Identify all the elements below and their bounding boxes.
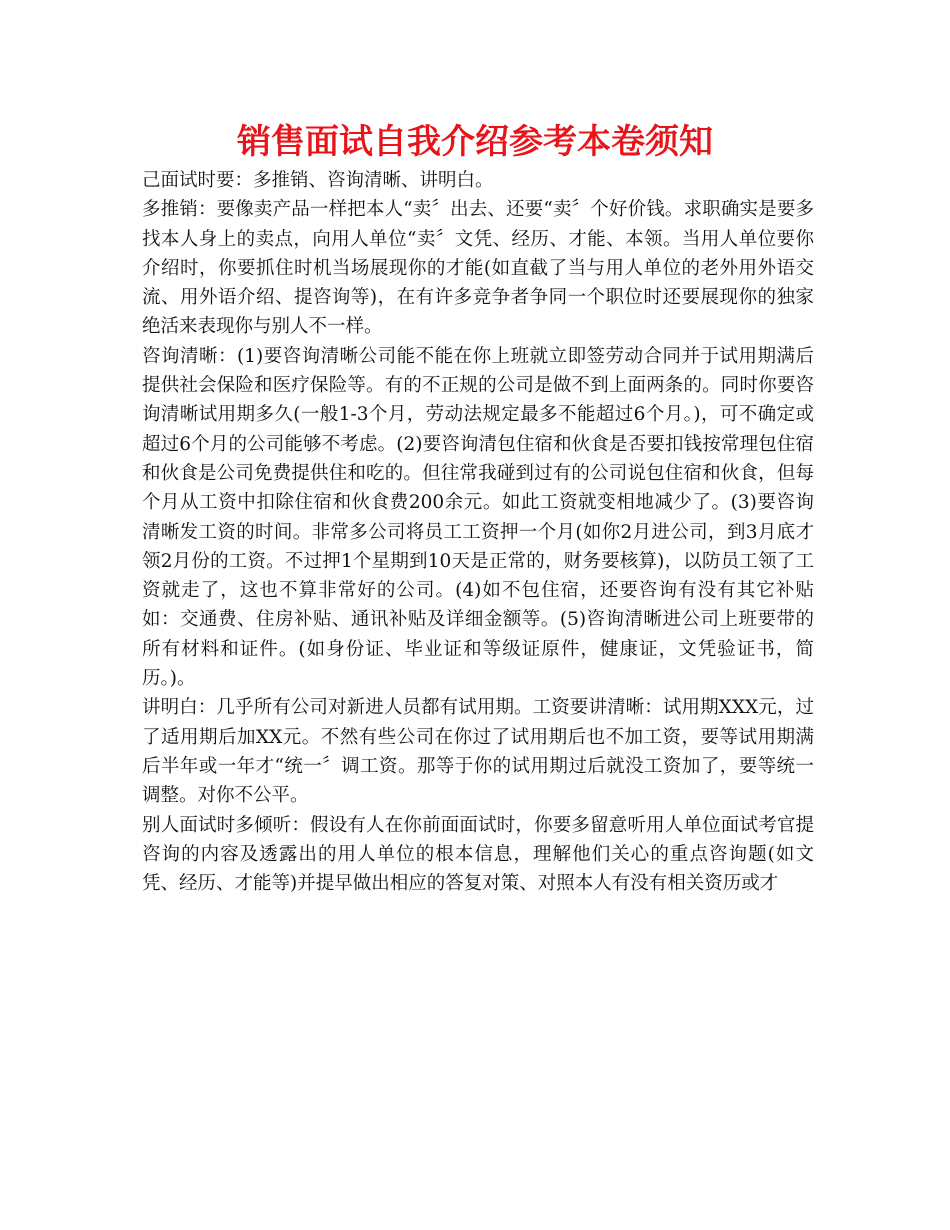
document-body [142, 166, 814, 898]
paragraph-intro: 己面试时要：多推销、咨询清晰、讲明白。 [142, 170, 494, 191]
paragraph-ask-clearly: 咨询清晰：(1)要咨询清晰公司能不能在你上班就立即签劳动合同并于试用期满后提供社会保险和医疗保险等。有的不正规的公司是做不到上面两条的。同时你要咨询清晰试用期多久(一般1-3个月，劳动法规定最多不能超过6个月。)，可不确定或超过6个月的公司能够不考虑。(2)要咨询清包住宿和伙食是否要扣钱按常理包住宿和伙食是公司免费提供住和吃的。但往常我碰到过有的公司说包住宿和伙食，但每个月从工资中扣除住宿和伙食费200余元。如此工资就变相地减少了。(3)要咨询清晰发工资的时间。非常多公司将员工工资押一个月(如你2月进公司，到3月底才领2月份的工资。不过押1个星期到10天是正常的，财务要核算)，以防员工领了工资就走了，这也不算非常好的公司。(4)如不包住宿，还要咨询有没有其它补贴如：交通费、住房补贴、通讯补贴及详细金额等。(5)咨询清晰进公司上班要带的所有材料和证件。(如身份证、毕业证和等级证原件，健康证，文凭验证书，简历。)。 [142, 345, 814, 690]
paragraph-promote: 多推销：要像卖产品一样把本人“卖〞出去、还要“卖〞个好价钱。求职确实是要多找本人身上的卖点，向用人单位“卖〞文凭、经历、才能、本领。当用人单位要你介绍时，你要抓住时机当场展现你的才能(如直截了当与用人单位的老外用外语交流、用外语介绍、提咨询等)，在有许多竞争者争同一个职位时还要展现你的独家绝活来表现你与别人不一样。 [142, 199, 814, 338]
paragraph-listen: 别人面试时多倾听：假设有人在你前面面试时，你要多留意听用人单位面试考官提咨询的内容及透露出的用人单位的根本信息，理解他们关心的重点咨询题(如文凭、经历、才能等)并提早做出相应的答复对策、对照本人有没有相关资历或才 [142, 814, 814, 895]
page-title: 销售面试自我介绍参考本卷须知 [237, 122, 713, 162]
paragraph-speak-clearly: 讲明白：几乎所有公司对新进人员都有试用期。工资要讲清晰：试用期XXX元，过了适用期后加XX元。不然有些公司在你过了试用期后也不加工资，要等试用期满后半年或一年才“统一〞调工资。那等于你的试用期过后就没工资加了，要等统一调整。对你不公平。 [142, 697, 814, 807]
